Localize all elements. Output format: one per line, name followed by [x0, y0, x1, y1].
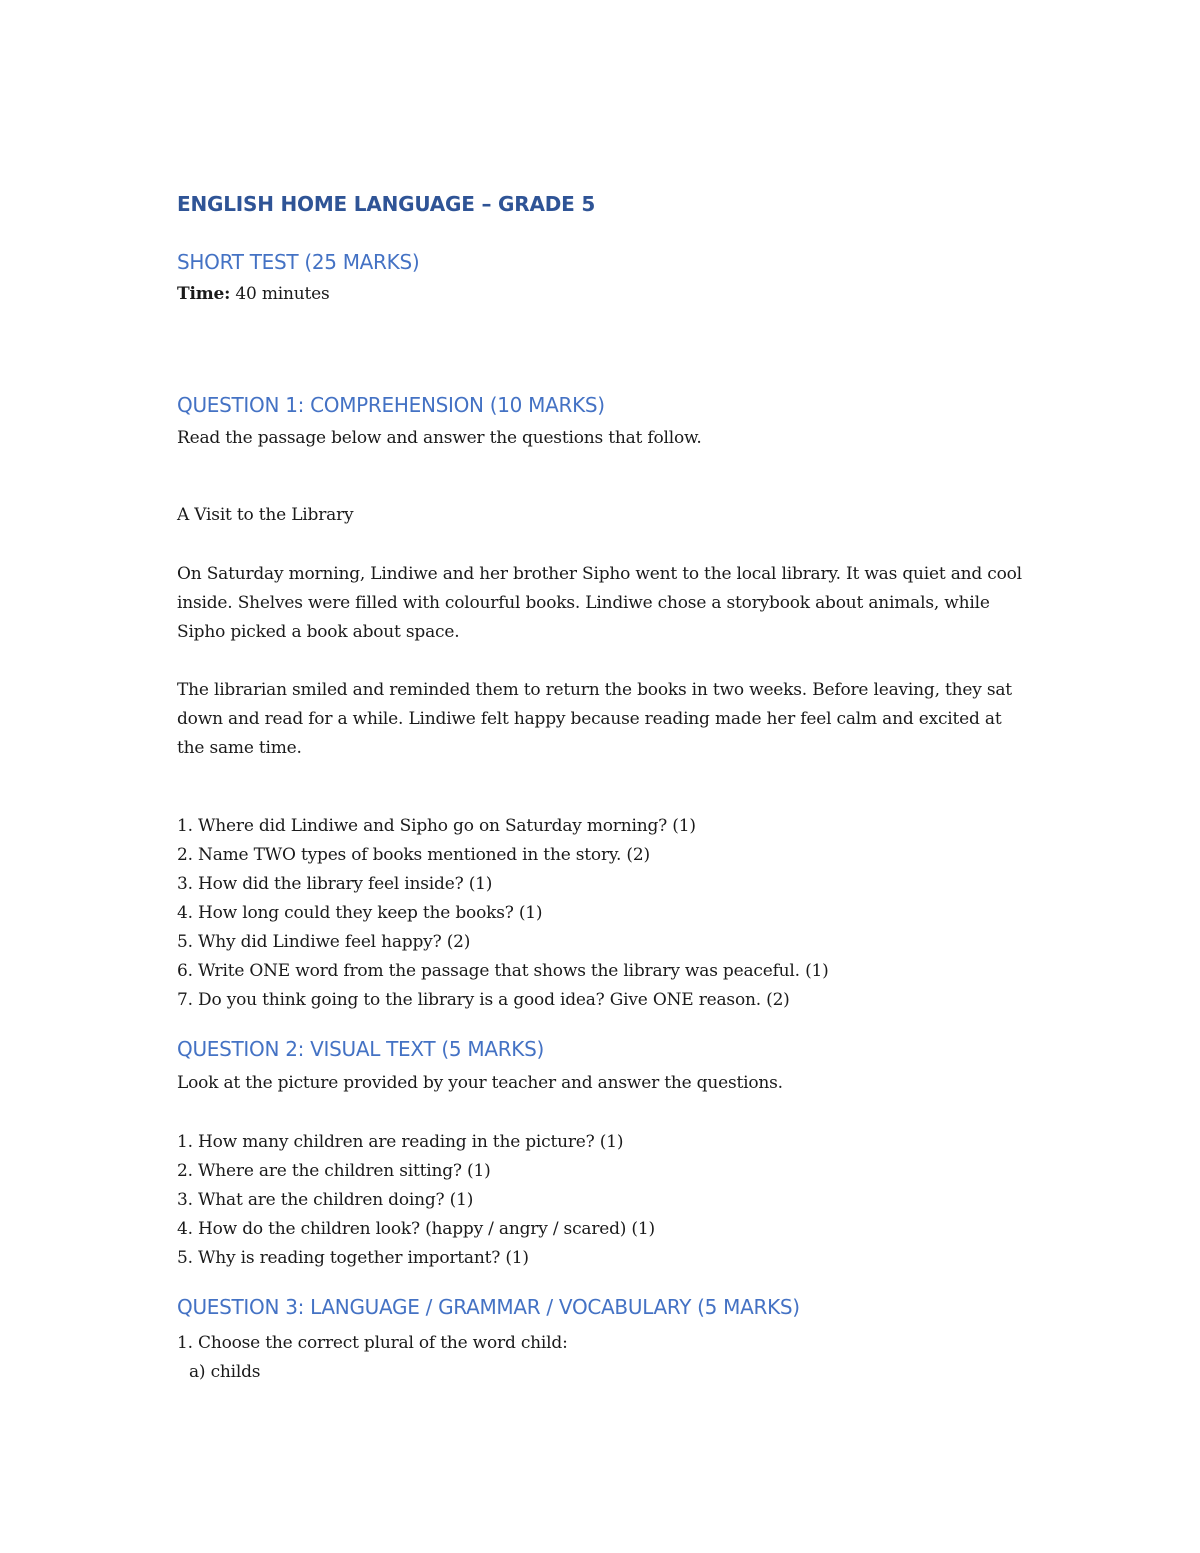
question1-item: 7. Do you think going to the library is a good idea? Give ONE reason. (2)	[177, 990, 790, 1010]
question2-item: 5. Why is reading together important? (1)	[177, 1248, 529, 1268]
passage-title: A Visit to the Library	[177, 505, 354, 525]
question2-item: 3. What are the children doing? (1)	[177, 1190, 474, 1210]
question2-instruction: Look at the picture provided by your teacher and answer the questions.	[177, 1073, 783, 1093]
question3-item: 1. Choose the correct plural of the word child:	[177, 1333, 568, 1353]
time-label: Time:	[177, 284, 231, 304]
question1-item: 3. How did the library feel inside? (1)	[177, 874, 493, 894]
document-title: ENGLISH HOME LANGUAGE – GRADE 5	[177, 192, 596, 216]
time-line	[177, 284, 330, 304]
time-value: 40 minutes	[230, 284, 330, 304]
passage-paragraph-2: The librarian smiled and reminded them to return the books in two weeks. Before leaving, they sat down and read for a while. Lindiwe felt happy because reading made her feel calm and excited at the same time.	[177, 680, 1012, 758]
question2-item: 1. How many children are reading in the picture? (1)	[177, 1132, 624, 1152]
test-subtitle: SHORT TEST (25 MARKS)	[177, 250, 420, 274]
question1-item: 6. Write ONE word from the passage that shows the library was peaceful. (1)	[177, 961, 829, 981]
question2-item: 4. How do the children look? (happy / angry / scared) (1)	[177, 1219, 655, 1239]
question1-item: 1. Where did Lindiwe and Sipho go on Saturday morning? (1)	[177, 816, 696, 836]
question2-heading: QUESTION 2: VISUAL TEXT (5 MARKS)	[177, 1037, 545, 1061]
question1-instruction: Read the passage below and answer the questions that follow.	[177, 428, 702, 448]
question1-item: 2. Name TWO types of books mentioned in the story. (2)	[177, 845, 650, 865]
question1-heading: QUESTION 1: COMPREHENSION (10 MARKS)	[177, 393, 605, 417]
question3-list	[177, 1329, 568, 1387]
question2-item: 2. Where are the children sitting? (1)	[177, 1161, 491, 1181]
passage-paragraph-1: On Saturday morning, Lindiwe and her brother Sipho went to the local library. It was quiet and cool inside. Shelves were filled with colourful books. Lindiwe chose a storybook about animals, while Sipho picked a book about space.	[177, 564, 1022, 642]
question2-list	[177, 1128, 655, 1273]
question3-option: a) childs	[189, 1362, 261, 1382]
question1-list	[177, 812, 829, 1015]
question3-heading: QUESTION 3: LANGUAGE / GRAMMAR / VOCABULARY (5 MARKS)	[177, 1295, 800, 1319]
question1-item: 4. How long could they keep the books? (1)	[177, 903, 543, 923]
question1-item: 5. Why did Lindiwe feel happy? (2)	[177, 932, 471, 952]
